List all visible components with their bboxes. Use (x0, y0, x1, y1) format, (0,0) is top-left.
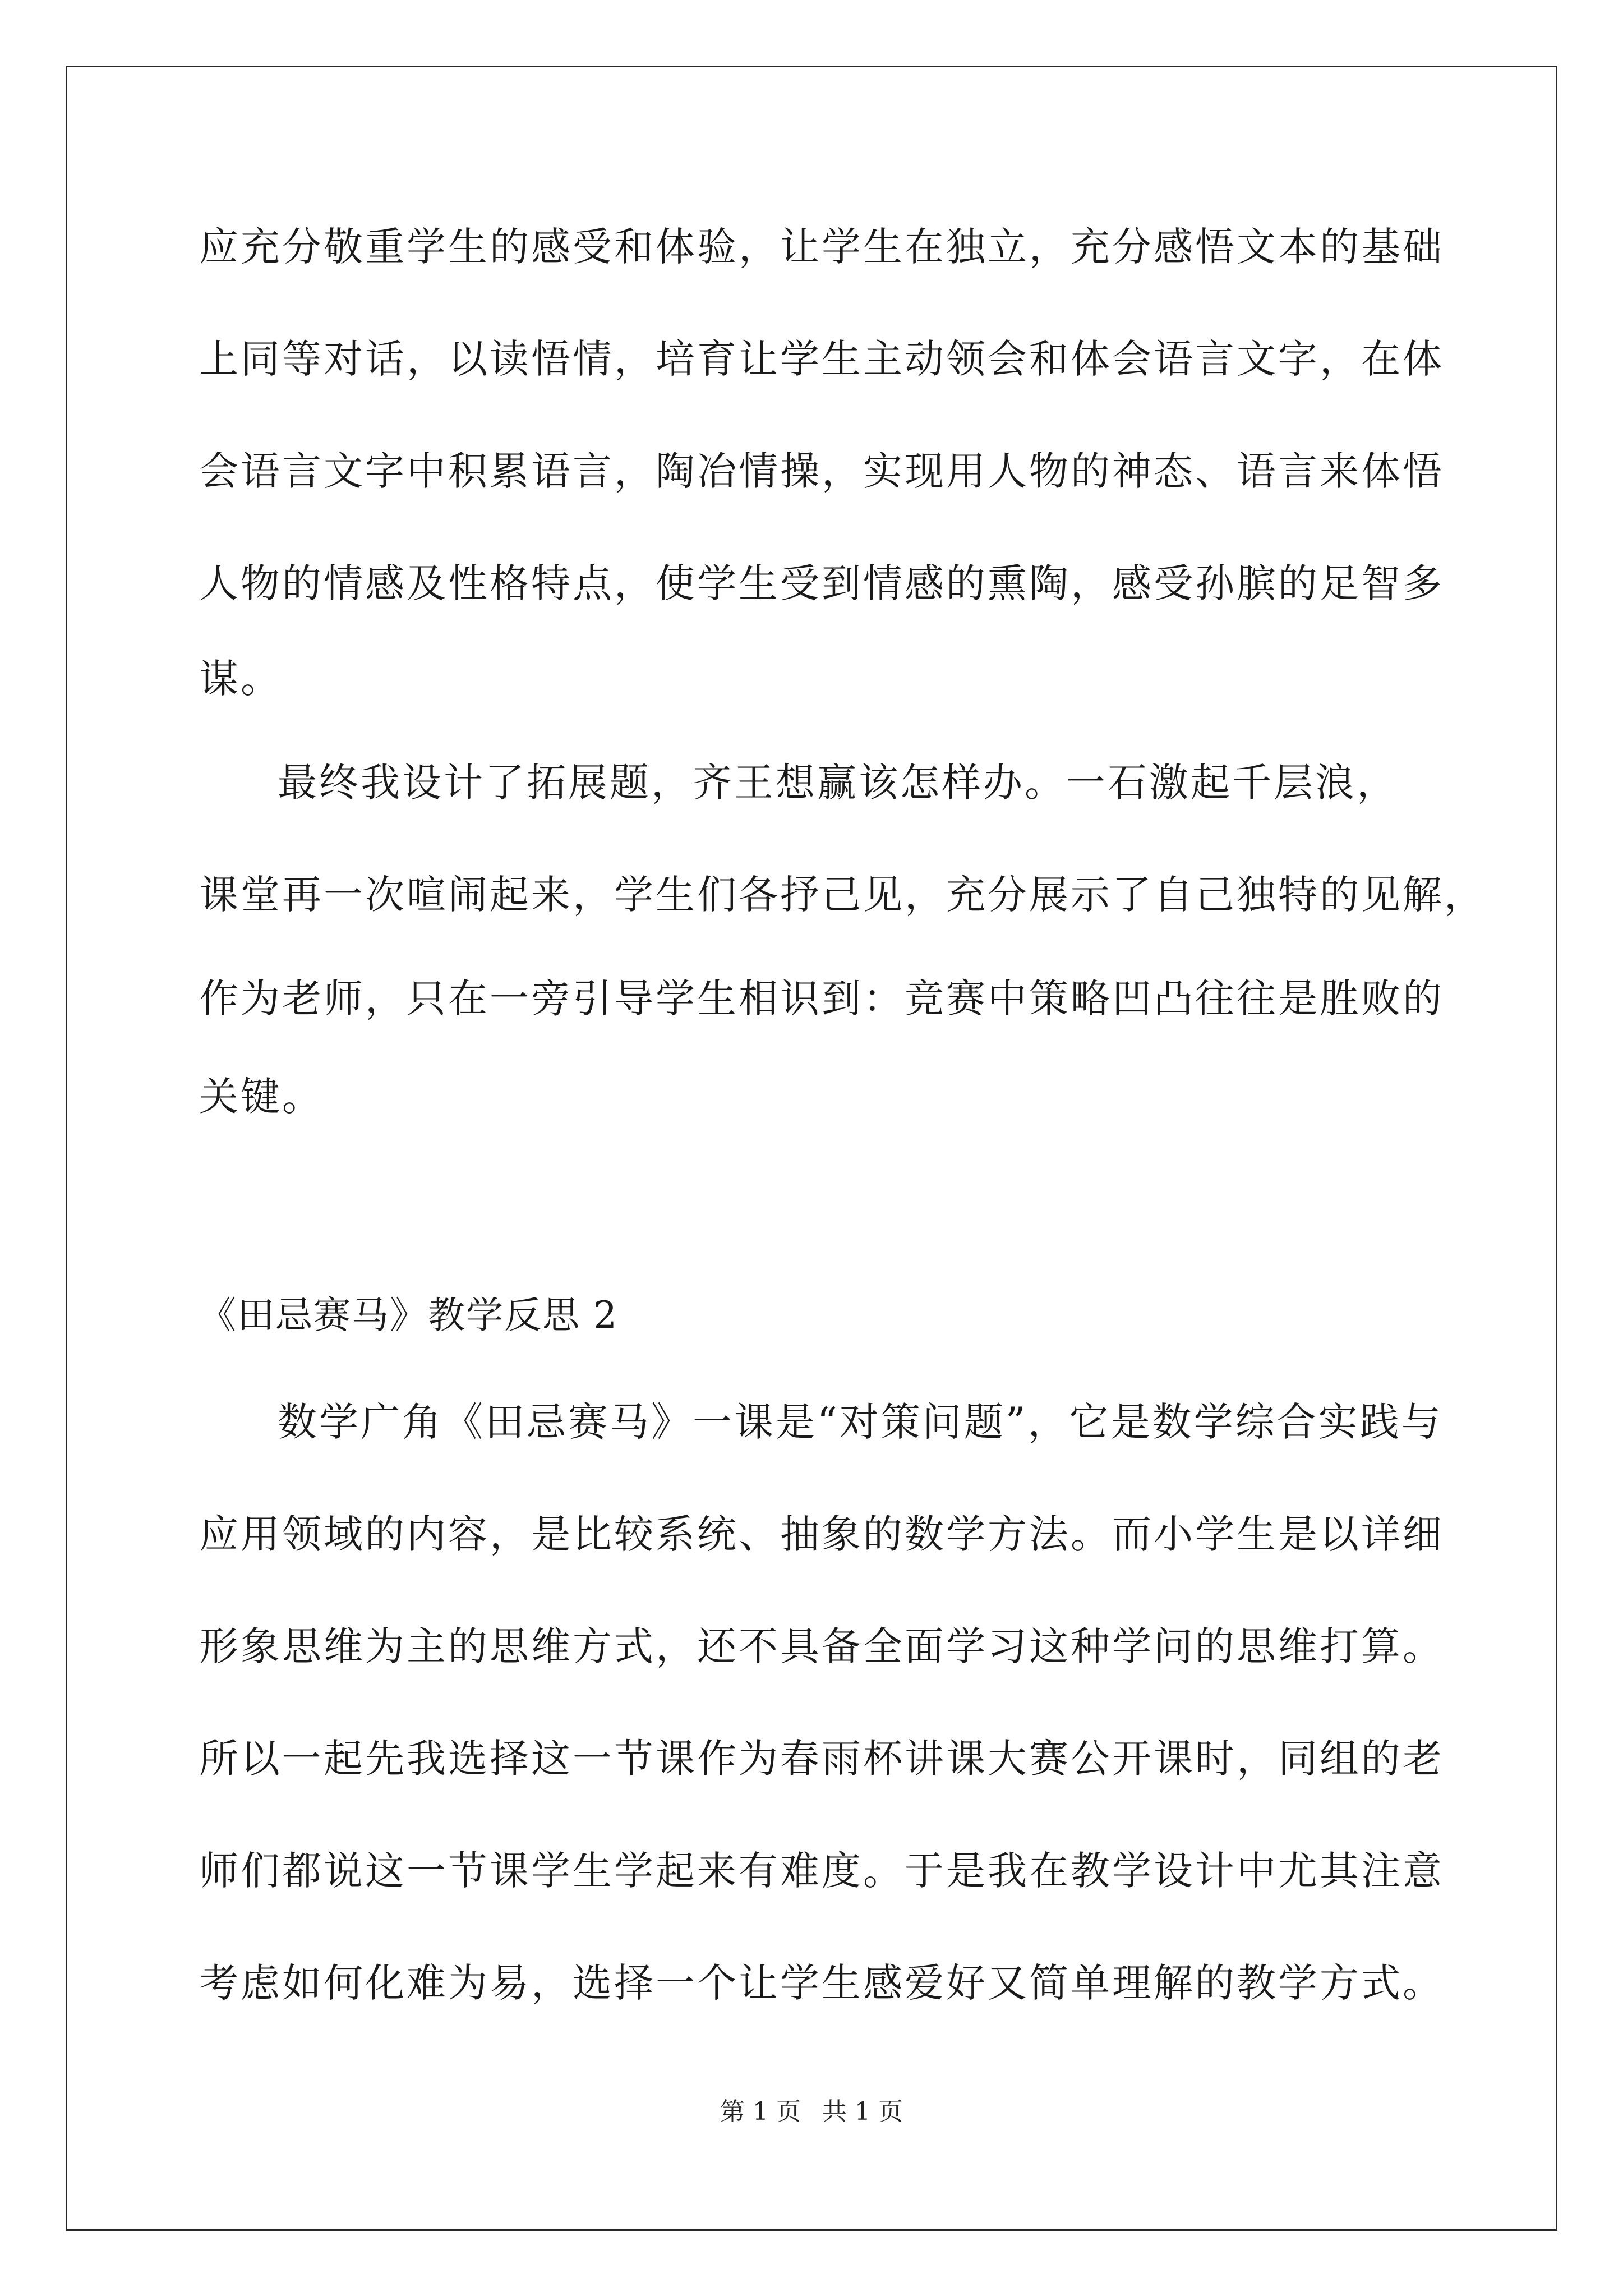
paragraph-line: 所以一起先我选择这一节课作为春雨杯讲课大赛公开课时，同组的老 (199, 1736, 1444, 1782)
paragraph-line: 应用领域的内容，是比较系统、抽象的数学方法。而小学生是以详细 (199, 1511, 1444, 1557)
paragraph-line: 形象思维为主的思维方式，还不具备全面学习这种学问的思维打算。 (199, 1623, 1444, 1669)
section-title: 《田忌赛马》教学反思 2 (199, 1294, 618, 1337)
paragraph-line: 应充分敬重学生的感受和体验，让学生在独立，充分感悟文本的基础 (199, 224, 1444, 270)
page-border (66, 66, 1557, 2231)
paragraph-line: 师们都说这一节课学生学起来有难度。于是我在教学设计中尤其注意 (199, 1848, 1444, 1894)
paragraph-line: 会语言文字中积累语言，陶冶情操，实现用人物的神态、语言来体悟 (199, 448, 1444, 494)
paragraph-line: 谋。 (199, 656, 282, 702)
paragraph-line: 最终我设计了拓展题，齐王想赢该怎样办。一石激起千层浪， (278, 760, 1398, 806)
paragraph-line: 上同等对话，以读悟情，培育让学生主动领会和体会语言文字，在体 (199, 336, 1444, 382)
page-footer (0, 2095, 1623, 2129)
page-total: 共 1 页 (822, 2097, 903, 2126)
paragraph-line: 关键。 (199, 1074, 324, 1120)
paragraph-line: 考虑如何化难为易，选择一个让学生感爱好又简单理解的教学方式。 (199, 1960, 1444, 2006)
paragraph-line: 人物的情感及性格特点，使学生受到情感的熏陶，感受孙膑的足智多 (199, 560, 1444, 606)
page-number: 第 1 页 (720, 2097, 801, 2126)
paragraph-line: 课堂再一次喧闹起来，学生们各抒己见，充分展示了自己独特的见解， (199, 872, 1486, 918)
paragraph-line: 数学广角《田忌赛马》一课是“对策问题”，它是数学综合实践与 (278, 1399, 1443, 1445)
paragraph-line: 作为老师，只在一旁引导学生相识到：竞赛中策略凹凸往往是胜败的 (199, 976, 1444, 1022)
